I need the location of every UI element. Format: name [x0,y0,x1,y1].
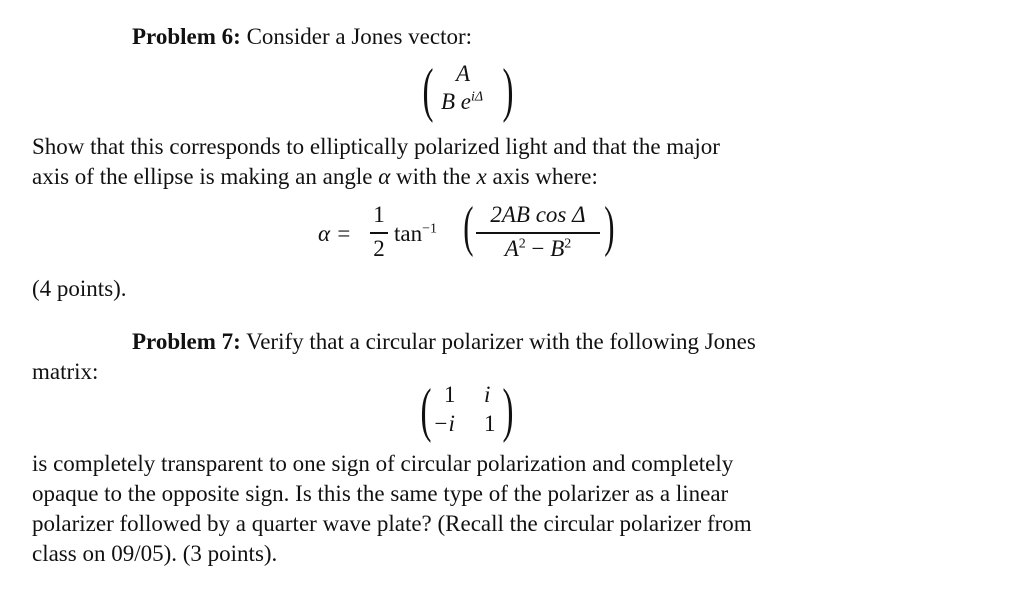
formula-numerator: 2AB cos Δ [490,202,586,227]
matrix-m12: i [484,382,491,407]
tan-inverse: $\tan^{-1}$ [394,221,438,246]
formula-fraction-bar [476,232,600,234]
matrix-m11: 1 [444,382,456,407]
problem7-body-line4: class on 09/05). (3 points). [32,541,278,566]
matrix-m21: −i [433,411,455,436]
formula-denominator: $A^2 - B^2$ [504,236,572,261]
formula-left-paren: ( [463,196,474,258]
matrix-right-paren: ) [502,377,514,443]
formula-right-paren: ) [604,196,615,258]
problem6-intro: Consider a Jones vector: [246,24,473,49]
half-numerator: 1 [373,202,385,227]
vector-right-paren: ) [502,57,514,123]
problem6-body-line2: axis of the ellipse is making an angle α with the x axis where: [32,164,598,189]
problem7-body-line1: is completely transparent to one sign of circular polarization and completely [32,451,734,476]
matrix-left-paren: ( [420,377,432,443]
problem7-intro: Verify that a circular polarizer with the following Jones [246,329,756,354]
problem7-body-line2: opaque to the opposite sign. Is this the same type of the polarizer as a linear [32,481,729,506]
problem7-intro2: matrix: [32,359,99,384]
problem7-body-line3: polarizer followed by a quarter wave plate? (Recall the circular polarizer from [32,511,752,536]
formula-lhs: α = [318,221,352,246]
problem7-heading: Problem 7: [132,329,241,354]
vector-top: A [456,61,471,86]
problem7-heading-line [132,329,756,355]
half-denominator: 2 [373,236,385,261]
problem6-heading: Problem 6: [132,24,241,49]
vector-left-paren: ( [422,57,434,123]
problem6-heading-line [132,24,472,50]
problem6-points: (4 points). [32,276,127,301]
vector-bottom: B $e^{i\Delta}$ [441,89,484,114]
half-fraction-bar [370,232,388,234]
matrix-m22: 1 [484,411,496,436]
problem6-body-line1: Show that this corresponds to elliptically polarized light and that the major [32,134,720,159]
